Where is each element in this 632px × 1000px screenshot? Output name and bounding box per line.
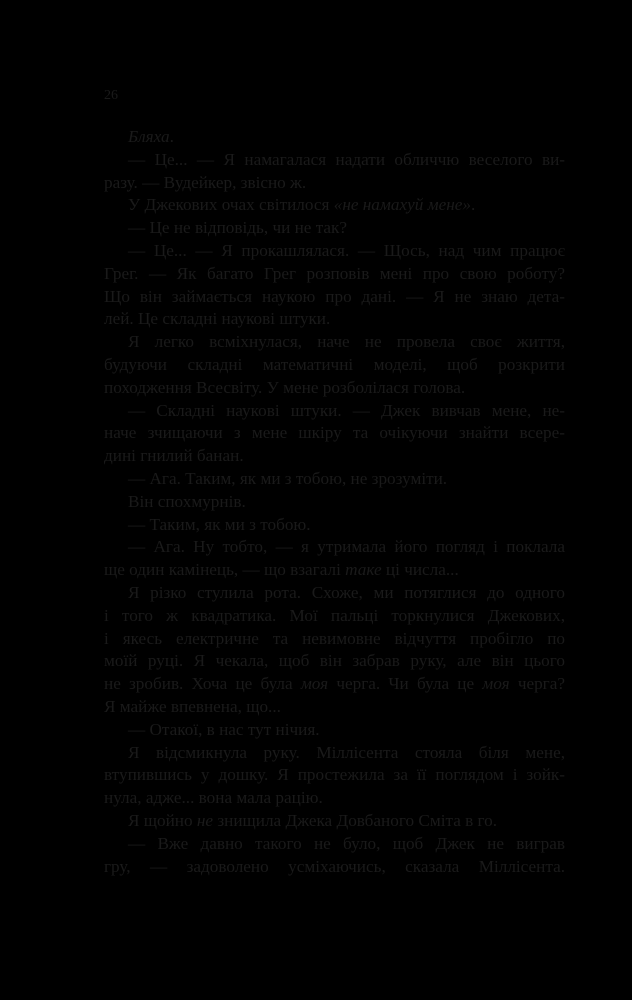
text-run: наче зчищаючи з мене шкіру та очікуючи знайти всере-: [104, 423, 565, 443]
text-line: [104, 833, 565, 856]
text-run: — Складні наукові штуки. — Джек вивчав мене, не-: [128, 400, 565, 420]
text-run: гру, — задоволено усміхаючись, сказала Міллісента.: [104, 856, 565, 876]
text-run: втупившись у дошку. Я простежила за її поглядом і зойк-: [104, 765, 565, 785]
text-run: черга. Чи була це: [328, 674, 483, 694]
text-run: ще один камінець, — що взагалі: [104, 560, 346, 580]
text-line: [104, 217, 565, 240]
text-run: — Вже давно такого не було, щоб Джек не виграв: [128, 833, 565, 853]
text-run: і якесь електричне та невимовне відчуття пробігло по: [104, 628, 565, 648]
text-line: [104, 286, 565, 309]
text-line: [104, 400, 565, 423]
text-run: — Ага. Ну тобто, — я утримала його погляд і поклала: [128, 537, 565, 557]
text-run: Я легко всміхнулася, наче не провела своє життя,: [128, 332, 565, 352]
emphasis-text: моя: [300, 674, 329, 694]
book-text: [104, 126, 565, 878]
text-line: [104, 126, 565, 149]
emphasis-text: Бляха: [128, 127, 170, 146]
text-run: Що він займається наукою про дані. — Я не знаю дета-: [104, 286, 565, 306]
text-line: [104, 354, 565, 377]
text-run: — Отакої, в нас тут нічия.: [128, 719, 320, 739]
text-line: [104, 263, 565, 286]
text-line: [104, 559, 565, 582]
text-run: — Це... — Я намагалася надати обличчю веселого ви-: [128, 149, 565, 169]
text-line: [104, 331, 565, 354]
text-line: [104, 810, 565, 833]
text-line: [104, 308, 565, 331]
text-run: походження Всесвіту. У мене розболілася голова.: [104, 377, 466, 397]
text-line: [104, 787, 565, 810]
text-run: .: [470, 195, 476, 215]
text-run: У Джекових очах світилося: [128, 195, 334, 215]
text-line: [104, 194, 565, 217]
text-run: Я відсмикнула руку. Міллісента стояла біля мене,: [128, 742, 565, 762]
text-run: моїй руці. Я чекала, щоб він забрав руку, але він цього: [104, 651, 565, 671]
text-line: [104, 742, 565, 765]
text-line: [104, 856, 565, 879]
text-line: [104, 650, 565, 673]
text-run: .: [169, 127, 174, 146]
text-run: Я майже впевнена, що...: [104, 696, 281, 716]
text-line: [104, 445, 565, 468]
text-run: ці числа...: [381, 560, 459, 580]
text-run: Я різко стулила рота. Схоже, ми потяглися до одного: [128, 582, 565, 602]
text-line: [104, 628, 565, 651]
text-line: [104, 696, 565, 719]
text-run: дині гнилий банан.: [104, 446, 244, 466]
text-line: [104, 172, 565, 195]
text-line: [104, 514, 565, 537]
text-line: [104, 764, 565, 787]
text-line: [104, 536, 565, 559]
text-run: знищила Джека Довбаного Сміта в го.: [213, 810, 498, 830]
text-line: [104, 422, 565, 445]
text-run: нула, адже... вона мала рацію.: [104, 788, 323, 808]
text-run: і того ж квадратика. Мої пальці торкнулися Джекових,: [104, 605, 565, 625]
text-run: — Це не відповідь, чи не так?: [128, 218, 348, 238]
text-line: [104, 605, 565, 628]
text-line: [104, 240, 565, 263]
emphasis-text: «не намахуй мене»: [333, 195, 471, 215]
text-line: [104, 149, 565, 172]
text-line: [104, 673, 565, 696]
emphasis-text: не: [196, 810, 214, 830]
text-run: — Ага. Таким, як ми з тобою, не зрозуміти.: [128, 468, 448, 488]
page-number: 26: [104, 88, 118, 103]
text-line: [104, 491, 565, 514]
emphasis-text: моя: [482, 674, 510, 694]
text-run: — Це... — Я прокашлялася. — Щось, над чим працює: [128, 240, 565, 260]
emphasis-text: таке: [345, 560, 382, 580]
text-run: Я щойно: [128, 810, 197, 830]
text-line: [104, 377, 565, 400]
text-line: [104, 468, 565, 491]
text-run: — Таким, як ми з тобою.: [128, 514, 311, 534]
text-run: лей. Це складні наукові штуки.: [104, 309, 331, 329]
text-line: [104, 719, 565, 742]
text-line: [104, 582, 565, 605]
text-run: будуючи складні математичні моделі, щоб розкрити: [104, 354, 565, 374]
text-run: разу. — Вудейкер, звісно ж.: [104, 172, 307, 192]
text-run: Грег. — Як багато Грег розповів мені про свою роботу?: [104, 263, 565, 283]
text-run: Він спохмурнів.: [128, 491, 246, 511]
text-run: черга?: [509, 674, 565, 694]
text-run: не зробив. Хоча це була: [104, 674, 301, 694]
